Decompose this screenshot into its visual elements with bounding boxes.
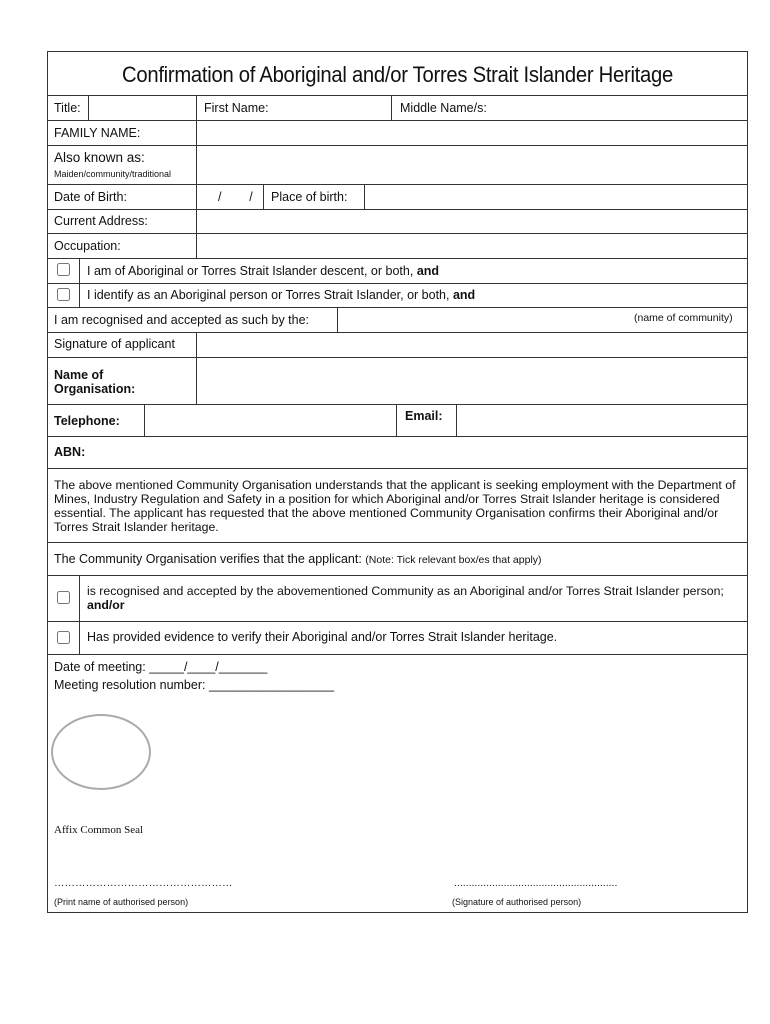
divider <box>48 357 748 358</box>
verifies-text: The Community Organisation verifies that the applicant: <box>54 552 362 566</box>
signature-authorised-label: (Signature of authorised person) <box>452 897 582 907</box>
divider <box>48 184 748 185</box>
abn-input[interactable] <box>98 439 748 468</box>
occupation-label: Occupation: <box>54 239 121 253</box>
place-of-birth-label: Place of birth: <box>271 190 348 204</box>
community-hint: (name of community) <box>634 312 733 324</box>
heritage-form <box>47 51 748 913</box>
signature-label: Signature of applicant <box>54 337 175 351</box>
divider <box>48 95 748 96</box>
telephone-label: Telephone: <box>54 414 120 428</box>
aka-input[interactable] <box>199 147 748 184</box>
address-label: Current Address: <box>54 214 148 228</box>
org-name-label-2: Organisation: <box>54 382 136 396</box>
divider <box>196 332 197 404</box>
middle-names-input[interactable] <box>493 97 747 120</box>
place-of-birth-input[interactable] <box>367 186 748 209</box>
divider <box>48 654 748 655</box>
dob-label: Date of Birth: <box>54 190 127 204</box>
divider <box>48 436 748 437</box>
org-name-input[interactable] <box>199 359 748 404</box>
dob-slashes: / / <box>218 190 253 204</box>
identify-and: and <box>452 288 476 302</box>
evidence-option-text: Has provided evidence to verify their Aboriginal and/or Torres Strait Islander heritage. <box>87 630 558 644</box>
middle-names-label: Middle Name/s: <box>400 101 487 115</box>
community-input[interactable] <box>340 309 634 332</box>
divider <box>144 404 145 436</box>
meeting-date-label: Date of meeting: _____/____/_______ <box>54 660 268 674</box>
email-input[interactable] <box>459 406 748 436</box>
form-title: Confirmation of Aboriginal and/or Torres Strait Islander Heritage <box>122 62 673 87</box>
divider <box>48 145 748 146</box>
statement-paragraph: The above mentioned Community Organisation understands that the applicant is seeking employment with the Department of Mines, Industry Regulation and Safety in a position for which Aboriginal and/or Torres Strait Islander heritage is considered essential. The applicant has requested that the above mentioned Community Organisation confirms their Aboriginal and/or Torres Strait Islander heritage. <box>54 478 736 534</box>
meeting-resolution-label: Meeting resolution number: __________________ <box>54 678 335 692</box>
divider <box>48 621 748 622</box>
evidence-option-checkbox[interactable] <box>57 631 70 644</box>
identify-checkbox[interactable] <box>57 288 70 301</box>
divider <box>79 575 80 654</box>
divider <box>48 404 748 405</box>
descent-statement <box>87 264 439 278</box>
descent-text: I am of Aboriginal or Torres Strait Islander descent, or both, <box>87 264 414 278</box>
descent-checkbox[interactable] <box>57 263 70 276</box>
print-name-line[interactable]: …………………………………………… <box>54 877 233 889</box>
verifies-note: (Note: Tick relevant box/es that apply) <box>365 554 542 566</box>
email-label: Email: <box>405 409 443 423</box>
common-seal-circle <box>51 714 151 790</box>
abn-label: ABN: <box>54 445 86 459</box>
divider <box>48 307 748 308</box>
signature-input[interactable] <box>199 334 748 357</box>
divider <box>48 283 748 284</box>
identify-statement <box>87 288 475 302</box>
divider <box>48 332 748 333</box>
first-name-label: First Name: <box>204 101 269 115</box>
aka-sublabel: Maiden/community/traditional <box>54 169 172 179</box>
divider <box>48 233 748 234</box>
recognised-option <box>87 584 737 612</box>
identify-text: I identify as an Aboriginal person or Torres Strait Islander, or both, <box>87 288 450 302</box>
divider <box>88 95 89 120</box>
address-input[interactable] <box>199 211 748 233</box>
divider <box>48 258 748 259</box>
aka-label: Also known as: <box>54 150 145 165</box>
divider <box>48 209 748 210</box>
seal-label: Affix Common Seal <box>54 824 144 836</box>
title-label: Title: <box>54 101 81 115</box>
recognised-option-and: and/or <box>87 598 125 612</box>
divider <box>48 120 748 121</box>
divider <box>48 575 748 576</box>
divider <box>79 258 80 307</box>
recognised-option-text: is recognised and accepted by the abovementioned Community as an Aboriginal and/or Torres Strait Islander person; <box>87 584 724 598</box>
divider <box>48 468 748 469</box>
verifies-statement <box>54 552 542 566</box>
recognised-option-checkbox[interactable] <box>57 591 70 604</box>
recognised-label: I am recognised and accepted as such by the: <box>54 313 310 327</box>
divider <box>364 184 365 209</box>
dob-input[interactable] <box>199 186 265 209</box>
divider <box>337 307 338 332</box>
descent-and: and <box>416 264 440 278</box>
telephone-input[interactable] <box>147 406 397 436</box>
signature-line[interactable]: ........................................................ <box>454 877 618 889</box>
occupation-input[interactable] <box>199 235 748 258</box>
org-name-label-1: Name of <box>54 368 104 382</box>
family-name-label: FAMILY NAME: <box>54 126 141 140</box>
print-name-label: (Print name of authorised person) <box>54 897 189 907</box>
first-name-input[interactable] <box>273 97 392 120</box>
title-input[interactable] <box>90 97 198 120</box>
divider <box>48 542 748 543</box>
divider <box>456 404 457 436</box>
family-name-input[interactable] <box>199 122 748 145</box>
